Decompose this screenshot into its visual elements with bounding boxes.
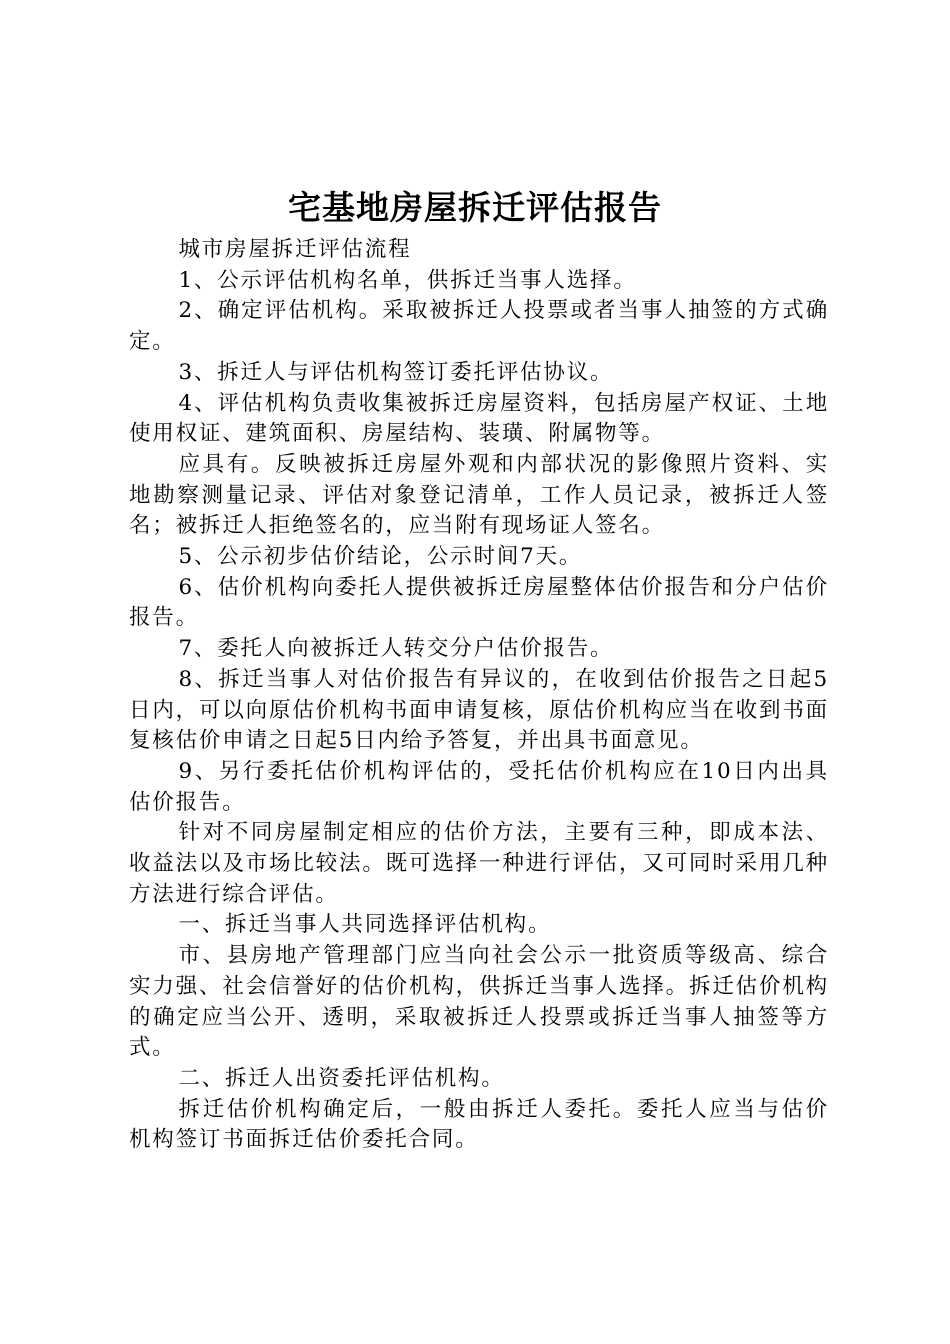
paragraph-process-heading: 城市房屋拆迁评估流程 — [178, 237, 412, 262]
paragraph-step-6: 6、估价机构向委托人提供被拆迁房屋整体估价报告和分户估价报告。 — [129, 574, 829, 631]
paragraph-step-4-detail: 应具有。反映被拆迁房屋外观和内部状况的影像照片资料、实地勘察测量记录、评估对象登记清单，工作人员记录，被拆迁人签名；被拆迁人拒绝签名的，应当附有现场证人签名。 — [129, 451, 829, 539]
paragraph-section-2-detail: 拆迁估价机构确定后，一般由拆迁人委托。委托人应当与估价机构签订书面拆迁估价委托合同。 — [129, 1096, 829, 1153]
document-title: 宅基地房屋拆迁评估报告 — [288, 188, 662, 227]
paragraph-section-1: 一、拆迁当事人共同选择评估机构。 — [178, 912, 552, 938]
paragraph-section-2: 二、拆迁人出资委托评估机构。 — [178, 1065, 505, 1091]
paragraph-step-2: 2、确定评估机构。采取被拆迁人投票或者当事人抽签的方式确定。 — [129, 298, 829, 355]
paragraph-step-8: 8、拆迁当事人对估价报告有异议的，在收到估价报告之日起5日内，可以向原估价机构书面申请复核，原估价机构应当在收到书面复核估价申请之日起5日内给予答复，并出具书面意见。 — [129, 666, 829, 754]
paragraph-step-7: 7、委托人向被拆迁人转交分户估价报告。 — [178, 636, 614, 662]
paragraph-step-1: 1、公示评估机构名单，供拆迁当事人选择。 — [178, 267, 637, 293]
paragraph-section-1-detail: 市、县房地产管理部门应当向社会公示一批资质等级高、综合实力强、社会信誉好的估价机构，供拆迁当事人选择。拆迁估价机构的确定应当公开、透明，采取被拆迁人投票或拆迁当事人抽签等方式。 — [129, 943, 829, 1061]
paragraph-step-5: 5、公示初步估价结论，公示时间7天。 — [178, 544, 583, 570]
paragraph-step-3: 3、拆迁人与评估机构签订委托评估协议。 — [178, 359, 614, 385]
paragraph-methods: 针对不同房屋制定相应的估价方法，主要有三种，即成本法、收益法以及市场比较法。既可选择一种进行评估，又可同时采用几种方法进行综合评估。 — [129, 820, 829, 907]
paragraph-step-9: 9、另行委托估价机构评估的，受托估价机构应在10日内出具估价报告。 — [129, 758, 829, 815]
document-body — [129, 235, 829, 1156]
paragraph-step-4: 4、评估机构负责收集被拆迁房屋资料，包括房屋产权证、土地使用权证、建筑面积、房屋结构、装璜、附属物等。 — [129, 390, 829, 447]
